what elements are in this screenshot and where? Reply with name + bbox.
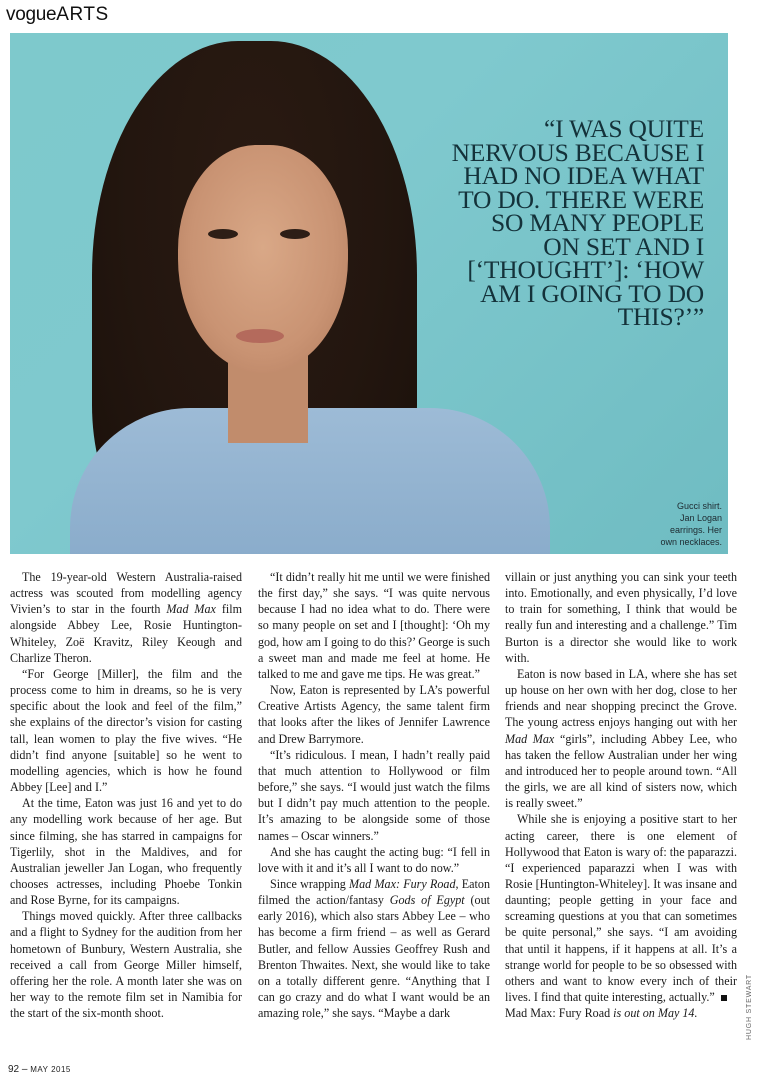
credit-line: Jan Logan (679, 513, 722, 523)
photographer-credit: HUGH STEWART (746, 974, 753, 1040)
paragraph: Eaton is now based in LA, where she has set up house on her own with her dog, close to her friends and near shopping precinct the Grove. The young actress enjoys hanging out with her Mad Max “girls”, including Abbey Lee, who has taken the fellow Australian under her wing and introduced her to people around town. “All the girls, we are all kind of sisters now, which is really sweet.” (505, 666, 738, 811)
paragraph: The 19-year-old Western Australia-raised actress was scouted from modelling agency Vivien’s to star in the fourth Mad Max film alongside Abbey Lee, Rosie Huntington-Whiteley, Zoë Kravitz, Riley Keough and Charlize Theron. (10, 570, 242, 665)
credit-line: own necklaces. (660, 537, 722, 547)
page-number: 92 (8, 1064, 20, 1075)
end-mark-icon (721, 995, 727, 1001)
body-column-1 (10, 569, 242, 1021)
paragraph: And she has caught the acting bug: “I fell in love with it and it’s all I want to do now.” (258, 844, 490, 875)
issue-month: MAY 2015 (30, 1065, 71, 1074)
left-eye (208, 229, 238, 239)
paragraph: villain or just anything you can sink your teeth into. Emotionally, and even physically, I’d love to train for something, I think that would be really fun and interesting and a challenge.” Tim Burton is a director she would like to work with. (505, 570, 737, 665)
portrait-photo (10, 33, 728, 554)
paragraph: Mad Max: Fury Road is out on May 14. (505, 1006, 698, 1021)
film-title: Mad Max: Fury Road (505, 1006, 611, 1021)
lips (236, 329, 284, 343)
fashion-credit (610, 500, 722, 548)
film-title: Gods of Egypt (389, 893, 465, 908)
paragraph: “For George [Miller], the film and the process come to him in dreams, so he is very specific about the look and feel of the film,” she explains of the director’s vision for casting tall, lean women to play the five wives. “He didn’t find anyone [suitable] so he went to modelling agencies, which is how he found Abbey [Lee] and I.” (10, 666, 242, 795)
film-title: Mad Max (505, 731, 555, 746)
paragraph: At the time, Eaton was just 16 and yet to do any modelling work because of her age. But since filming, she has starred in campaigns for Tigerlily, shot in the Maldives, and for Australian jeweller Jan Logan, who frequently chooses actresses, including Phoebe Tonkin and Rose Byrne, for its campaigns. (10, 796, 242, 908)
body-column-3 (505, 569, 737, 1021)
credit-line: earrings. Her (669, 525, 722, 535)
body-column-2 (258, 569, 490, 1021)
right-eye (280, 229, 310, 239)
paragraph: Now, Eaton is represented by LA’s powerful Creative Artists Agency, the same talent firm that looks after the likes of Jennifer Lawrence and Drew Barrymore. (258, 683, 490, 746)
section-name: ARTS (56, 4, 109, 25)
paragraph: “It’s ridiculous. I mean, I hadn’t really paid that much attention to Hollywood or film before,” she says. “I would just watch the films but I didn’t pay much attention to the people. It’s amazing to be alongside some of those names – Oscar winners.” (258, 747, 490, 843)
folio-dash: – (21, 1064, 28, 1075)
brand-name: vogue (6, 4, 57, 25)
film-title: Mad Max: Fury Road (349, 876, 456, 891)
film-title: Mad Max (166, 602, 216, 617)
paragraph: While she is enjoying a positive start to her acting career, there is one element of Hollywood that Eaton is wary of: the paparazzi. “I experienced paparazzi when I was with Rosie [Huntington-Whiteley]. It was insane and daunting; people getting in your face and screaming questions at you that can sometimes be quite personal,” she says. “I am avoiding that until it happens, if it happens at all. It’s a strange world for people to be so obsessed with others and want to know every inch of their lives. I find that quite interesting, actually.” (505, 812, 737, 1005)
shirt-shape (70, 408, 550, 554)
paragraph: Things moved quickly. After three callbacks and a flight to Sydney for the audition from her hometown of Bunbury, Western Australia, she received a call from George Miller himself, offering her the role. A month later she was on her way to the remote film set in Namibia for the start of the six-month shoot. (10, 909, 242, 1021)
pull-quote: “I WAS QUITE NERVOUS BECAUSE I HAD NO IDEA WHAT TO DO. THERE WERE SO MANY PEOPLE ON SET AND I [‘THOUGHT’]: ‘HOW AM I GOING TO DO THIS?’” (451, 114, 704, 331)
section-header (6, 4, 109, 26)
paragraph: “It didn’t really hit me until we were finished the first day,” she says. “I was quite nervous because I had no idea what to do. There were so many people on set and I [thought]: ‘Oh my god, how am I going to do this?’ George is such a sweet man and made me feel at home. He talked to me and gave me tips. He was great.” (258, 570, 490, 681)
paragraph: Since wrapping Mad Max: Fury Road, Eaton filmed the action/fantasy Gods of Egypt (out early 2016), which also stars Abbey Lee – who has become a firm friend – as well as Gerard Butler, and fellow Aussies Geoffrey Rush and Brenton Thwaites. Next, she would like to take on a totally different genre. “Anything that I can go crazy and do what I want would be an amazing role,” she says. “Maybe a dark (258, 876, 490, 1021)
credit-line: Gucci shirt. (676, 501, 722, 511)
page-folio (8, 1064, 71, 1075)
